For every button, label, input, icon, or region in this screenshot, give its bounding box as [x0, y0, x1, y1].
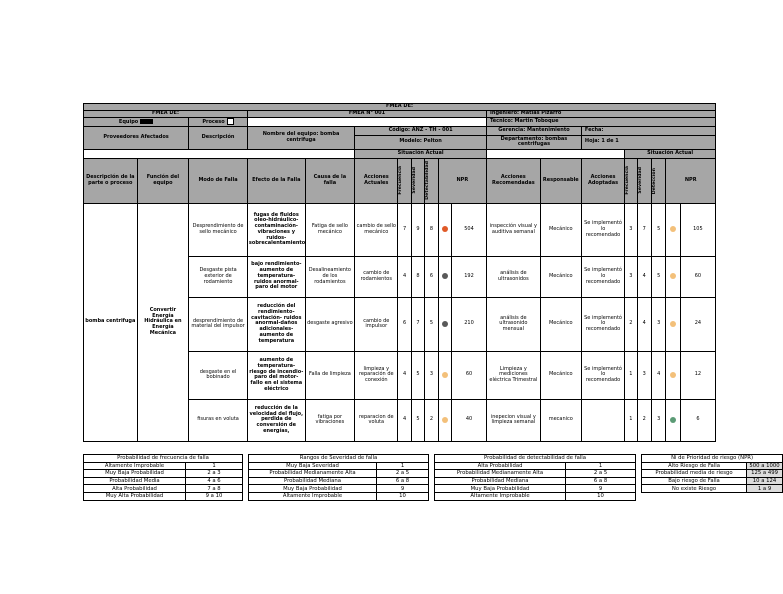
hoja-label: Hoja: 1 de 1 [581, 135, 715, 149]
legend-frecuencia-value: 2 a 3 [186, 470, 243, 478]
risk-dot-icon [670, 226, 676, 232]
responsible-cell: mecanico [540, 399, 581, 441]
risk-dot-icon [442, 372, 448, 378]
col-deteccion-2: Detección [651, 167, 657, 194]
npr-cell: 60 [452, 351, 487, 399]
legend-empty [642, 492, 747, 500]
frequency-2-cell: 3 [625, 256, 637, 297]
legend-frecuencia-value: 1 [186, 462, 243, 470]
adopted-actions-cell: Se implementó lo recomendado [581, 297, 624, 351]
severity-cell: 7 [411, 297, 424, 351]
legend-row [84, 462, 783, 470]
severity-2-cell: 4 [637, 256, 651, 297]
adopted-actions-cell: Se implementó lo recomendado [581, 351, 624, 399]
col-funcion: Función del equipo [137, 158, 189, 203]
legend-npr-value: 500 a 1000 [747, 462, 783, 470]
severity-2-cell: 3 [637, 351, 651, 399]
recommended-actions-cell: inspección visual y auditiva semanal [487, 203, 541, 256]
detectability-cell: 8 [425, 203, 438, 256]
responsible-cell: Mecánico [540, 297, 581, 351]
detection-2-cell: 5 [651, 256, 665, 297]
risk-dot-icon [442, 226, 448, 232]
legend-detectabilidad-value: 6 a 8 [566, 477, 636, 485]
frequency-cell: 6 [398, 297, 411, 351]
code-label: Código: ANZ - TH - 001 [355, 126, 487, 135]
responsible-cell: Mecánico [540, 203, 581, 256]
col-desc-parte: Descripción de la parte o proceso [84, 158, 138, 203]
legend-npr-value: 10 a 124 [747, 477, 783, 485]
departamento-label: Departamento: bombas centrifugas [487, 135, 582, 149]
npr-cell: 40 [452, 399, 487, 441]
npr-2-indicator-cell [666, 399, 680, 441]
modelo-label: Modelo: Pelton [355, 135, 487, 149]
legend-frecuencia-label: Altamente Improbable [84, 462, 186, 470]
frequency-2-cell: 2 [625, 297, 637, 351]
header-spacer [487, 149, 625, 158]
legend-row [84, 470, 783, 478]
legend-frecuencia-value: 7 a 8 [186, 485, 243, 493]
fmea-left-title: FMEA DE: [84, 111, 248, 118]
npr-indicator-cell [438, 203, 451, 256]
npr-indicator-cell [438, 256, 451, 297]
legend-detectabilidad-title: Probabilidad de detectabilidad de falla [435, 455, 636, 463]
frequency-cell: 7 [398, 203, 411, 256]
legend-severidad-value: 10 [377, 492, 429, 500]
fmea-number: FMEA N° 001 [247, 111, 486, 118]
adopted-actions-cell: Se implementó lo recomendado [581, 256, 624, 297]
legend-detectabilidad-label: Probabilidad Medianamente Alta [435, 470, 566, 478]
legend-detectabilidad-value: 10 [566, 492, 636, 500]
header-spacer [84, 149, 355, 158]
detection-2-cell: 3 [651, 297, 665, 351]
legend-npr-label: Alto Riesgo de Falla [642, 462, 747, 470]
proceso-box-icon [227, 118, 234, 125]
legend-row [84, 492, 783, 500]
col-acciones-recomendadas: Acciones Recomendadas [487, 158, 541, 203]
risk-dot-icon [442, 417, 448, 423]
npr-indicator-cell [438, 399, 451, 441]
risk-dot-icon [442, 273, 448, 279]
npr-2-indicator-cell [666, 297, 680, 351]
equipo-box-icon [140, 119, 153, 124]
proceso-checkbox[interactable] [189, 118, 248, 127]
detectability-cell: 3 [425, 351, 438, 399]
adopted-actions-cell [581, 399, 624, 441]
legend-severidad-title: Rangos de Severidad de falla [249, 455, 429, 463]
responsible-cell: Mecánico [540, 351, 581, 399]
legend-detectabilidad-label: Probabilidad Mediana [435, 477, 566, 485]
frequency-cell: 4 [398, 351, 411, 399]
failure-effect-cell: aumento de temperatura-riesgo de incendio-paro del motor- fallo en el sistema eléctrico [247, 351, 305, 399]
failure-mode-cell: desprendimiento de material del impulsor [189, 297, 248, 351]
severity-2-cell: 4 [637, 297, 651, 351]
npr-cell: 192 [452, 256, 487, 297]
npr-2-cell: 12 [680, 351, 715, 399]
recommended-actions-cell: Limpieza y mediciones eléctrica Trimestral [487, 351, 541, 399]
detectability-cell: 2 [425, 399, 438, 441]
failure-cause-cell: desgaste agresivo [305, 297, 354, 351]
current-actions-cell: cambio de impulsor [355, 297, 398, 351]
legend-npr-label: No existe Riesgo [642, 485, 747, 493]
col-frecuencia-2: Frecuencia [625, 166, 631, 196]
col-severidad-2: Severidad [637, 167, 643, 195]
legend-row [84, 455, 783, 463]
col-responsable: Responsable [540, 158, 581, 203]
legend-frecuencia-title: Probabilidad de frecuencia de falla [84, 455, 243, 463]
risk-dot-icon [670, 417, 676, 423]
failure-cause-cell: Falla de limpieza [305, 351, 354, 399]
col-causa: Causa de la falla [305, 158, 354, 203]
legend-severidad-value: 2 a 5 [377, 470, 429, 478]
failure-effect-cell: reducción de la velocidad del flujo, perdida de conversión de energías, [247, 399, 305, 441]
failure-effect-cell: reducción del rendimiento-cavitación- ruidos anormal-daños adicionales-aumento de temperatura [247, 297, 305, 351]
recommended-actions-cell: análisis de ultrasonidos [487, 256, 541, 297]
legend-detectabilidad-value: 9 [566, 485, 636, 493]
failure-mode-cell: desgaste en el bobinado [189, 351, 248, 399]
col-detectabilidad: Detectabilidad [425, 161, 431, 201]
failure-cause-cell: Fatiga de sello mecánico [305, 203, 354, 256]
risk-dot-icon [442, 321, 448, 327]
npr-2-cell: 6 [680, 399, 715, 441]
responsible-cell: Mecánico [540, 256, 581, 297]
equipment-function: Convertir Energía Hidráulica en Energía Mecánica [137, 203, 189, 441]
detection-2-cell: 5 [651, 203, 665, 256]
severity-2-cell: 2 [637, 399, 651, 441]
legend-detectabilidad-label: Altamente Improbable [435, 492, 566, 500]
current-actions-cell: limpieza y reparación de conexión [355, 351, 398, 399]
legend-frecuencia-label: Muy Alta Probabilidad [84, 492, 186, 500]
col-acciones-actuales: Acciones Actuales [355, 158, 398, 203]
severity-cell: 5 [411, 399, 424, 441]
failure-mode-cell: Desgaste pista exterior de rodamiento [189, 256, 248, 297]
legend-frecuencia-label: Muy Baja Probabilidad [84, 470, 186, 478]
proveedores-header: Proveedores Afectados [84, 126, 189, 149]
fmea-table [83, 103, 716, 442]
failure-cause-cell: Desalineamiento de los rodamientos [305, 256, 354, 297]
col-severidad: Severidad [411, 167, 417, 195]
detection-2-cell: 3 [651, 399, 665, 441]
failure-mode-cell: Desprendimiento de sello mecánico [189, 203, 248, 256]
adopted-actions-cell: Se implementó lo recomendado [581, 203, 624, 256]
npr-2-indicator-cell [666, 256, 680, 297]
legend-npr-title: Ni de Prioridad de riesgo (NPR) [642, 455, 783, 463]
table-row [84, 203, 716, 256]
legend-row [84, 477, 783, 485]
part-description: bomba centrifuga [84, 203, 138, 441]
frequency-cell: 4 [398, 399, 411, 441]
legend-frecuencia-value: 4 a 6 [186, 477, 243, 485]
engineer-name: Ingeniero: Matias Pizarro [487, 111, 716, 118]
legend-severidad-label: Muy Baja Probabilidad [249, 485, 377, 493]
frequency-2-cell: 1 [625, 399, 637, 441]
risk-dot-icon [670, 273, 676, 279]
npr-indicator-cell [438, 297, 451, 351]
legend-severidad-label: Probabilidad Medianamente Alta [249, 470, 377, 478]
legend-severidad-value: 6 a 8 [377, 477, 429, 485]
detectability-cell: 5 [425, 297, 438, 351]
col-modo: Modo de Falla [189, 158, 248, 203]
severity-2-cell: 7 [637, 203, 651, 256]
legend-npr-label: Probabilidad media de riesgo [642, 470, 747, 478]
recommended-actions-cell: análisis de ultrasonido mensual [487, 297, 541, 351]
legend-row [84, 485, 783, 493]
legend-severidad-value: 1 [377, 462, 429, 470]
fecha-label: Fecha: [581, 126, 715, 135]
npr-indicator-cell [438, 351, 451, 399]
legend-detectabilidad-label: Muy Baja Probabilidad [435, 485, 566, 493]
legend-detectabilidad-label: Alta Probabilidad [435, 462, 566, 470]
legend-frecuencia-value: 9 a 10 [186, 492, 243, 500]
severity-cell: 8 [411, 256, 424, 297]
col-npr-2: NPR [666, 158, 716, 203]
descripcion-header: Descripción [189, 126, 248, 149]
legend-severidad-label: Altamente Improbable [249, 492, 377, 500]
current-actions-cell: cambio de sello mecánico [355, 203, 398, 256]
legend-frecuencia-label: Alta Probabilidad [84, 485, 186, 493]
fmea-title: FMEA DE: [84, 104, 716, 111]
col-frecuencia: Frecuencia [398, 166, 404, 196]
legend-detectabilidad-value: 2 a 5 [566, 470, 636, 478]
col-efecto: Efecto de la Falla [247, 158, 305, 203]
legend-npr-value: 125 a 499 [747, 470, 783, 478]
equipo-checkbox[interactable] [84, 118, 189, 127]
npr-2-cell: 105 [680, 203, 715, 256]
legend-table [83, 454, 783, 501]
legend-npr-label: Bajo riesgo de Falla [642, 477, 747, 485]
gerencia-label: Gerencia: Mantenimiento [487, 126, 582, 135]
situacion-actual-header: Situación Actual [355, 149, 487, 158]
failure-effect-cell: fugas de fluidos oleo-hidráulico-contaminación-vibraciones y ruidos-sobrecalentamiento [247, 203, 305, 256]
npr-cell: 210 [452, 297, 487, 351]
legend-npr-value: 1 a 9 [747, 485, 783, 493]
col-npr: NPR [438, 158, 486, 203]
legend-detectabilidad-value: 1 [566, 462, 636, 470]
proceso-label: Proceso [202, 119, 225, 125]
npr-2-indicator-cell [666, 351, 680, 399]
technician-name: Técnico: Martin Toboque [487, 118, 716, 127]
header-spacer [247, 118, 486, 127]
detection-2-cell: 4 [651, 351, 665, 399]
frequency-2-cell: 1 [625, 351, 637, 399]
severity-cell: 9 [411, 203, 424, 256]
npr-2-indicator-cell [666, 203, 680, 256]
risk-dot-icon [670, 372, 676, 378]
current-actions-cell: cambio de rodamientos [355, 256, 398, 297]
legend-frecuencia-label: Probabilidad Media [84, 477, 186, 485]
current-actions-cell: reparacion de voluta [355, 399, 398, 441]
legend-severidad-value: 9 [377, 485, 429, 493]
npr-cell: 504 [452, 203, 487, 256]
legend-severidad-label: Probabilidad Mediana [249, 477, 377, 485]
npr-2-cell: 60 [680, 256, 715, 297]
frequency-cell: 4 [398, 256, 411, 297]
risk-dot-icon [670, 321, 676, 327]
failure-mode-cell: fisuras en voluta [189, 399, 248, 441]
equipo-label: Equipo [118, 118, 139, 125]
severity-cell: 5 [411, 351, 424, 399]
legend-severidad-label: Muy Baja Severidad [249, 462, 377, 470]
npr-2-cell: 24 [680, 297, 715, 351]
failure-cause-cell: fatiga por vibraciones [305, 399, 354, 441]
situacion-actual-header-2: Situación Actual [625, 149, 716, 158]
failure-effect-cell: bajo rendimiento-aumento de temperatura-ruidos anormal-paro del motor [247, 256, 305, 297]
recommended-actions-cell: inepecion visual y limpieza semanal [487, 399, 541, 441]
frequency-2-cell: 3 [625, 203, 637, 256]
legend-empty [747, 492, 783, 500]
detectability-cell: 6 [425, 256, 438, 297]
col-acciones-adoptadas: Acciones Adoptadas [581, 158, 624, 203]
equipment-name: Nombre del equipo: bomba centrifuga [247, 126, 354, 149]
